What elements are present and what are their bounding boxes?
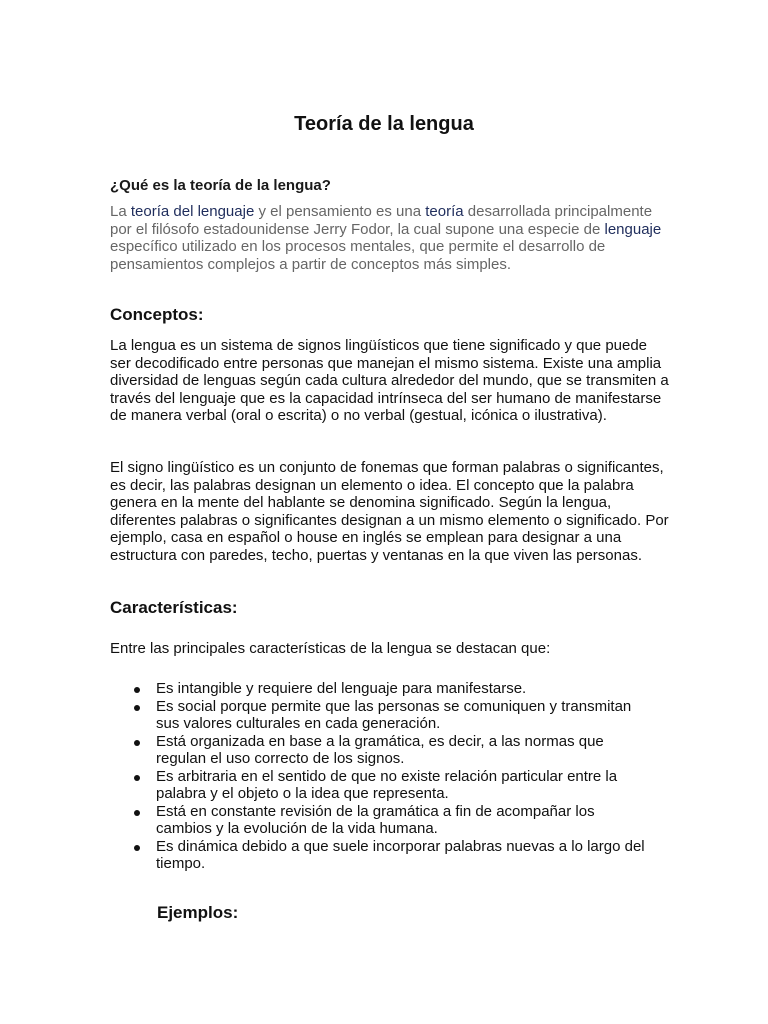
ejemplos-heading: Ejemplos:: [157, 903, 239, 922]
conceptos-heading: Conceptos:: [110, 305, 204, 324]
bullet-icon: [134, 705, 140, 711]
list-item-text: Está en constante revisión de la gramática a fin de acompañar los cambios y la evolución de la vida humana.: [156, 802, 595, 837]
conceptos-paragraph-1: La lengua es un sistema de signos lingüísticos que tiene significado y que puede ser decodificado entre personas que manejan el mismo sistema. Existe una amplia diversidad de lenguas según cada cultura alrededor del mundo, que se transmiten a través del lenguaje que es la capacidad intrínseca del ser humano de manifestarse de manera verbal (oral o escrita) o no verbal (gestual, icónica o ilustrativa).: [110, 337, 669, 424]
list-item-text: Es social porque permite que las personas se comuniquen y transmitan sus valores culturales en cada generación.: [156, 697, 632, 732]
intro-paragraph: [110, 203, 670, 273]
list-item: [134, 803, 654, 838]
link-lenguaje[interactable]: lenguaje: [604, 220, 662, 238]
intro-text-1: La: [110, 203, 131, 220]
bullet-icon: [134, 740, 140, 746]
bullet-icon: [134, 845, 140, 851]
list-item: [134, 838, 654, 873]
bullet-icon: [134, 775, 140, 781]
intro-text-2: y el pensamiento es una: [254, 203, 426, 220]
conceptos-paragraph-2: El signo lingüístico es un conjunto de fonemas que forman palabras o significantes, es decir, las palabras designan un elemento o idea. El concepto que la palabra genera en la mente del hablante se denomina significado. Según la lengua, diferentes palabras o significantes designan a un mismo elemento o significado. Por ejemplo, casa en español o house en inglés se emplean para designar a una estructura con paredes, techo, puertas y ventanas en la que viven las personas.: [110, 459, 669, 564]
caracteristicas-heading: Características:: [110, 598, 238, 617]
caracteristicas-intro: Entre las principales características de la lengua se destacan que:: [110, 640, 551, 657]
list-item: [134, 768, 654, 803]
link-teoria[interactable]: teoría: [425, 203, 464, 220]
list-item: [134, 733, 654, 768]
list-item: [134, 680, 654, 698]
caracteristicas-list: [134, 680, 654, 873]
list-item: [134, 698, 654, 733]
bullet-icon: [134, 687, 140, 693]
link-teoria-del-lenguaje[interactable]: teoría del lenguaje: [130, 203, 255, 220]
list-item-text: Está organizada en base a la gramática, es decir, a las normas que regulan el uso correcto de los signos.: [156, 732, 604, 767]
list-item-text: Es dinámica debido a que suele incorporar palabras nuevas a lo largo del tiempo.: [156, 837, 645, 872]
list-item-text: Es arbitraria en el sentido de que no existe relación particular entre la palabra y el objeto o la idea que representa.: [156, 767, 618, 802]
question-heading: ¿Qué es la teoría de la lengua?: [110, 177, 331, 194]
intro-text-3: desarrollada principalmente por el filósofo estadounidense Jerry Fodor, la cual supone una especie de: [110, 203, 653, 238]
bullet-icon: [134, 810, 140, 816]
intro-text-4: específico utilizado en los procesos mentales, que permite el desarrollo de pensamientos complejos a partir de conceptos más simples.: [110, 238, 606, 273]
page-title: Teoría de la lengua: [294, 113, 474, 135]
list-item-text: Es intangible y requiere del lenguaje para manifestarse.: [156, 680, 527, 697]
